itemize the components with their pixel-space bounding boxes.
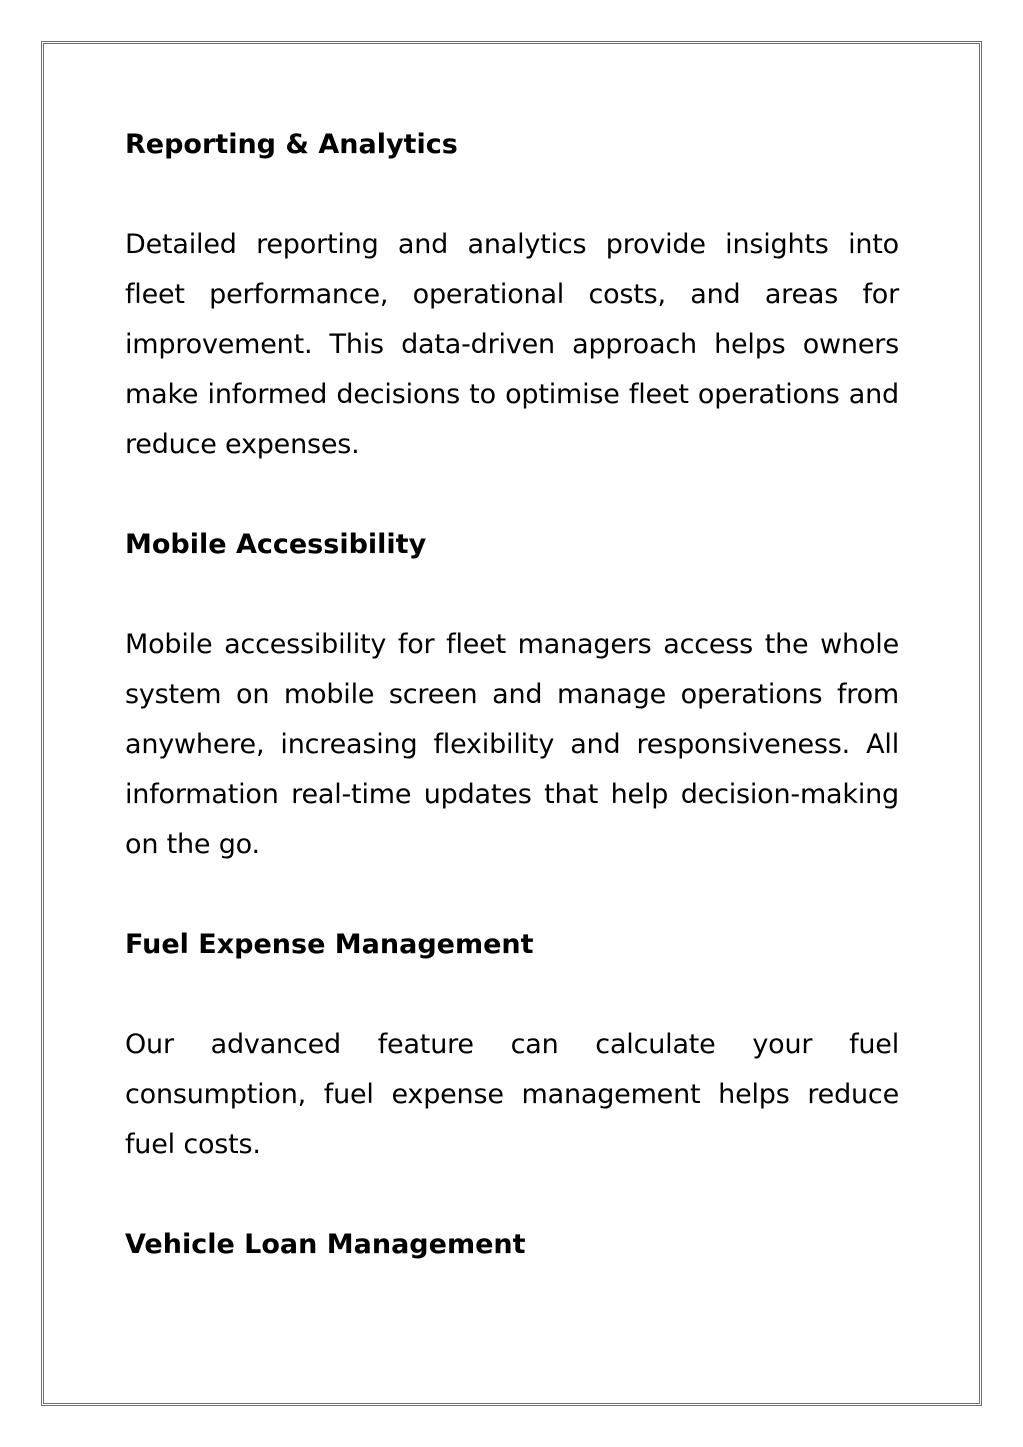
section-heading-vehicle-loan-management: Vehicle Loan Management bbox=[125, 1229, 526, 1260]
section-body-fuel-expense-management: Our advanced feature can calculate your fuel consumption, fuel expense management helps reduce fuel costs. bbox=[125, 1029, 899, 1160]
section-heading-reporting-analytics: Reporting & Analytics bbox=[125, 129, 458, 160]
section-body-reporting-analytics: Detailed reporting and analytics provide insights into fleet performance, operational costs, and areas for improvement. This data-driven approach helps owners make informed decisions to optimise fleet operations and reduce expenses. bbox=[125, 229, 899, 460]
section-heading-fuel-expense-management: Fuel Expense Management bbox=[125, 929, 534, 960]
section-heading-mobile-accessibility: Mobile Accessibility bbox=[125, 529, 427, 560]
document-content bbox=[125, 120, 899, 1270]
section-body-mobile-accessibility: Mobile accessibility for fleet managers access the whole system on mobile screen and manage operations from anywhere, increasing flexibility and responsiveness. All information real-time updates that help decision-making on the go. bbox=[125, 629, 899, 860]
